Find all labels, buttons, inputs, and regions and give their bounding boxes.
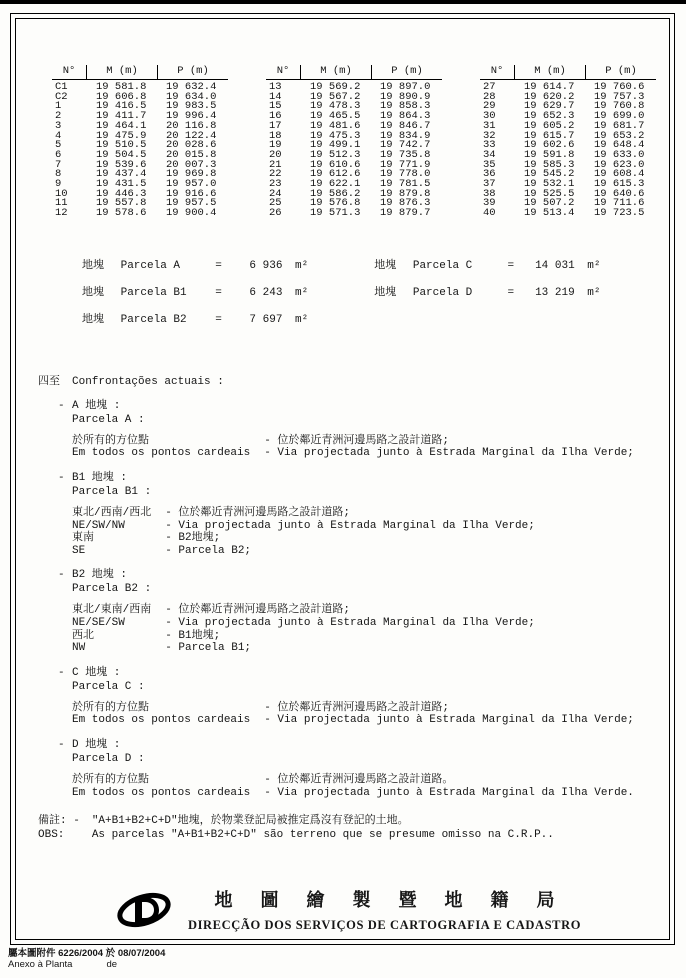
m-coordinate: 19 507.2	[524, 197, 575, 210]
point-number: 40	[483, 207, 496, 220]
p-coordinate: 19 781.5	[380, 178, 431, 191]
p-coordinate: 20 007.3	[166, 158, 217, 171]
point-number: 38	[483, 187, 496, 200]
equals-sign: =	[215, 259, 222, 272]
confrontation-line	[72, 702, 634, 715]
confrontation-line	[72, 630, 535, 643]
p-coordinate: 19 897.0	[380, 81, 431, 93]
point-number: 19	[269, 139, 282, 152]
parcel-area-item	[82, 307, 308, 334]
outer-border	[10, 13, 675, 945]
m-coordinate: 19 591.8	[524, 148, 575, 161]
parcel-area-item	[374, 253, 600, 280]
confrontation-description: - 位於鄰近青洲河邊馬路之設計道路;	[264, 701, 450, 714]
p-coordinate: 19 864.3	[380, 110, 431, 123]
point-number: 10	[55, 187, 68, 200]
confrontation-line	[72, 774, 634, 787]
parcel-name: Parcela A	[120, 259, 181, 272]
p-coordinate: 19 634.0	[166, 90, 217, 103]
block-heading-zh: B2 地塊 :	[72, 569, 128, 582]
p-coordinate: 19 760.8	[594, 100, 645, 113]
p-coordinate: 20 015.8	[166, 148, 217, 161]
p-coordinate: 19 996.4	[166, 110, 217, 123]
block-heading-pt: Parcela D :	[72, 752, 145, 765]
confrontation-description: - Via projectada junto à Estrada Marginal da Ilha Verde.	[264, 786, 634, 799]
confrontation-lines	[72, 702, 634, 727]
confrontation-description: - 位於鄰近青洲河邊馬路之設計道路。	[264, 773, 454, 786]
agency-footer	[38, 886, 659, 933]
parcel-area-value: 7 697	[249, 313, 283, 326]
table-header	[480, 65, 656, 80]
parcel-areas-section	[82, 253, 659, 334]
m-coordinate: 19 615.7	[524, 129, 575, 142]
confrontation-line	[72, 714, 634, 727]
p-coordinate: 19 681.7	[594, 119, 645, 132]
parcel-area-value: 6 243	[249, 286, 283, 299]
table-row	[52, 209, 228, 219]
confrontation-block	[58, 569, 659, 654]
m-coordinate: 19 585.3	[524, 158, 575, 171]
confrontation-line	[72, 507, 535, 520]
block-heading-pt: Parcela B2 :	[72, 583, 152, 596]
m-coordinate: 19 622.1	[310, 178, 361, 191]
point-number: 4	[55, 129, 62, 142]
agency-name-pt: DIRECÇÃO DOS SERVIÇOS DE CARTOGRAFIA E CADASTRO	[187, 918, 582, 933]
header-point-number: N°	[490, 65, 504, 77]
parcel-area-unit: m²	[587, 259, 601, 272]
header-point-number: N°	[62, 65, 76, 77]
point-number: 3	[55, 119, 62, 132]
confrontation-lines	[72, 604, 535, 654]
point-number: 37	[483, 178, 496, 191]
p-coordinate: 19 778.0	[380, 168, 431, 181]
confrontations-title	[38, 372, 659, 388]
block-heading-zh: A 地塊 :	[72, 399, 121, 412]
m-coordinate: 19 581.8	[96, 81, 147, 93]
parcel-area-unit: m²	[295, 313, 309, 326]
confrontation-line	[72, 447, 634, 460]
confrontation-direction: Em todos os pontos cardeais	[72, 786, 251, 799]
p-coordinate: 19 723.5	[594, 207, 645, 220]
m-coordinate: 19 513.4	[524, 207, 575, 220]
m-coordinate: 19 539.6	[96, 158, 147, 171]
m-coordinate: 19 475.3	[310, 129, 361, 142]
confrontation-block-heading	[58, 472, 659, 485]
annex-annotation-zh: 屬本圖附件 6226/2004 於 08/07/2004	[8, 948, 166, 959]
p-coordinate: 19 834.9	[380, 129, 431, 142]
table-body	[52, 80, 228, 219]
inner-border	[15, 18, 670, 940]
confrontation-direction: 於所有的方位點	[72, 773, 149, 786]
note-label: OBS:	[38, 828, 65, 841]
p-coordinate: 20 122.4	[166, 129, 217, 142]
point-number: 29	[483, 100, 496, 113]
m-coordinate: 19 512.3	[310, 148, 361, 161]
m-coordinate: 19 576.8	[310, 197, 361, 210]
point-number: 35	[483, 158, 496, 171]
parcel-areas-column-right	[374, 253, 600, 334]
confrontation-lines	[72, 507, 535, 557]
parcel-zh-label: 地塊	[374, 286, 397, 299]
point-number: 6	[55, 148, 62, 161]
confrontation-line	[72, 617, 535, 630]
block-heading-zh: C 地塊 :	[72, 666, 121, 679]
point-number: 26	[269, 207, 282, 220]
parcel-area-unit: m²	[295, 259, 309, 272]
parcel-area-unit: m²	[295, 286, 309, 299]
confrontation-lines	[72, 774, 634, 799]
confrontation-description: - 位於鄰近青洲河邊馬路之設計道路;	[264, 434, 450, 447]
coordinate-table-group-2	[266, 65, 442, 219]
p-coordinate: 19 711.6	[594, 197, 645, 210]
table-body	[266, 80, 442, 219]
agency-names	[188, 886, 581, 933]
p-coordinate: 19 879.8	[380, 187, 431, 200]
point-number: 32	[483, 129, 496, 142]
m-coordinate: 19 481.6	[310, 119, 361, 132]
confrontation-description: - B1地塊;	[165, 629, 221, 642]
m-coordinate: 19 416.5	[96, 100, 147, 113]
confrontation-direction: 於所有的方位點	[72, 701, 149, 714]
equals-sign: =	[215, 313, 222, 326]
confrontation-block	[58, 472, 659, 557]
annex-pt-label: Anexo à Planta	[8, 958, 73, 970]
parcel-area-item	[82, 280, 308, 307]
confrontation-description: - Via projectada junto à Estrada Marginal da Ilha Verde;	[165, 617, 535, 629]
point-number: 7	[55, 158, 62, 171]
m-coordinate: 19 446.3	[96, 187, 147, 200]
p-coordinate: 19 957.5	[166, 197, 217, 210]
m-coordinate: 19 525.5	[524, 187, 575, 200]
confrontation-direction: 東北/西南/西北	[72, 507, 152, 520]
p-coordinate: 19 890.9	[380, 90, 431, 103]
parcel-zh-label: 地塊	[82, 259, 104, 272]
p-coordinate: 19 876.3	[380, 197, 431, 210]
parcel-areas-column-left	[82, 253, 308, 334]
confrontation-description: - Parcela B1;	[165, 642, 252, 655]
parcel-area-unit: m²	[587, 286, 601, 299]
p-coordinate: 19 699.0	[594, 110, 645, 123]
m-coordinate: 19 465.5	[310, 110, 361, 123]
confrontation-description: - Via projectada junto à Estrada Marginal da Ilha Verde;	[165, 519, 535, 532]
point-number: 9	[55, 178, 62, 191]
p-coordinate: 19 632.4	[166, 81, 217, 93]
table-row	[266, 209, 442, 219]
parcel-zh-label: 地塊	[374, 259, 397, 272]
point-number: 31	[483, 119, 496, 132]
point-number: 17	[269, 119, 282, 132]
table-header	[266, 65, 442, 80]
p-coordinate: 19 648.4	[594, 139, 645, 152]
point-number: 1	[55, 100, 62, 113]
confrontation-line	[72, 787, 634, 800]
table-body	[480, 80, 656, 219]
p-coordinate: 19 615.3	[594, 178, 645, 191]
m-coordinate: 19 437.4	[96, 168, 147, 181]
table-header	[52, 65, 228, 80]
p-coordinate: 19 846.7	[380, 119, 431, 132]
parcel-area-item	[374, 280, 600, 307]
bullet-dash: -	[58, 738, 65, 751]
scan-top-edge	[0, 0, 686, 4]
confrontation-block-heading	[58, 739, 659, 752]
bullet-dash: -	[58, 569, 65, 582]
confrontations-section	[38, 372, 659, 842]
point-number: 27	[483, 81, 496, 93]
p-coordinate: 19 771.9	[380, 158, 431, 171]
bullet-dash: -	[58, 472, 65, 485]
p-coordinate: 20 028.6	[166, 139, 217, 152]
note-row	[38, 829, 554, 843]
block-heading-zh: D 地塊 :	[72, 738, 121, 751]
p-coordinate: 19 858.3	[380, 100, 431, 113]
m-coordinate: 19 606.8	[96, 90, 147, 103]
point-number: 21	[269, 158, 282, 171]
p-coordinate: 19 957.0	[166, 178, 217, 191]
confrontations-title-pt: Confrontações actuais :	[72, 375, 224, 388]
annex-de-label: de	[106, 958, 118, 970]
m-coordinate: 19 652.3	[524, 110, 575, 123]
note-text: "A+B1+B2+C+D"地塊，於物業登記局被推定爲沒有登記的土地。	[91, 815, 409, 828]
confrontation-description: - 位於鄰近青洲河邊馬路之設計道路;	[165, 507, 351, 520]
p-coordinate: 19 735.8	[380, 148, 431, 161]
m-coordinate: 19 602.6	[524, 139, 575, 152]
m-coordinate: 19 614.7	[524, 81, 575, 93]
confrontation-line	[72, 642, 535, 655]
confrontation-description: - 位於鄰近青洲河邊馬路之設計道路;	[165, 604, 351, 617]
block-heading-pt: Parcela A :	[72, 413, 145, 426]
point-number: 16	[269, 110, 282, 123]
m-coordinate: 19 557.8	[96, 197, 147, 210]
block-heading-pt: Parcela C :	[72, 680, 145, 693]
parcel-area-value: 14 031	[535, 259, 575, 272]
confrontation-line	[72, 545, 535, 558]
m-coordinate: 19 478.3	[310, 100, 361, 113]
parcel-area-item	[82, 253, 308, 280]
p-coordinate: 19 640.6	[594, 187, 645, 200]
m-coordinate: 19 612.6	[310, 168, 361, 181]
m-coordinate: 19 504.5	[96, 148, 147, 161]
parcel-name: Parcela C	[412, 259, 473, 272]
point-number: 15	[269, 100, 282, 113]
confrontation-direction: NW	[72, 642, 86, 655]
m-coordinate: 19 510.5	[96, 139, 147, 152]
header-m: M (m)	[86, 65, 157, 79]
confrontation-description: - Parcela B2;	[165, 544, 252, 557]
m-coordinate: 19 620.2	[524, 90, 575, 103]
header-p: P (m)	[371, 65, 442, 79]
parcel-name: Parcela B2	[120, 313, 187, 326]
header-p: P (m)	[157, 65, 228, 79]
confrontation-description: - Via projectada junto à Estrada Marginal da Ilha Verde;	[264, 714, 634, 727]
point-number: 13	[269, 81, 282, 93]
note-row	[38, 815, 554, 829]
confrontation-line	[72, 604, 535, 617]
parcel-area-value: 6 936	[249, 259, 283, 272]
m-coordinate: 19 605.2	[524, 119, 575, 132]
p-coordinate: 19 969.8	[166, 168, 217, 181]
p-coordinate: 19 983.5	[166, 100, 217, 113]
point-number: 5	[55, 139, 62, 152]
m-coordinate: 19 569.2	[310, 81, 361, 93]
equals-sign: =	[507, 286, 515, 299]
bullet-dash: -	[58, 399, 65, 412]
header-point-number: N°	[276, 65, 290, 77]
point-number: C2	[55, 90, 68, 103]
dscc-logo-icon	[116, 889, 172, 931]
m-coordinate: 19 571.3	[310, 207, 361, 220]
annex-annotation	[8, 949, 165, 970]
confrontation-direction: 東南	[72, 532, 94, 545]
point-number: 36	[483, 168, 496, 181]
confrontation-block	[58, 739, 659, 799]
point-number: C1	[55, 81, 68, 93]
table-row	[480, 209, 656, 219]
note-label: 備註: -	[38, 815, 80, 828]
m-coordinate: 19 578.6	[96, 207, 147, 220]
p-coordinate: 19 653.2	[594, 129, 645, 142]
notes	[38, 815, 554, 842]
confrontation-line	[72, 532, 535, 545]
equals-sign: =	[215, 286, 222, 299]
point-number: 23	[269, 178, 282, 191]
agency-name-zh: 地圖繪製暨地籍局	[214, 890, 583, 911]
point-number: 28	[483, 90, 496, 103]
coordinate-table-group-3	[480, 65, 656, 219]
confrontation-lines	[72, 435, 634, 460]
m-coordinate: 19 464.1	[96, 119, 147, 132]
point-number: 14	[269, 90, 282, 103]
confrontation-block	[58, 400, 659, 460]
header-m: M (m)	[300, 65, 371, 79]
confrontation-direction: NE/SE/SW	[72, 617, 125, 629]
point-number: 39	[483, 197, 496, 210]
m-coordinate: 19 532.1	[524, 178, 575, 191]
header-m: M (m)	[514, 65, 585, 79]
p-coordinate: 19 757.3	[594, 90, 645, 103]
confrontation-block-heading	[58, 569, 659, 582]
point-number: 30	[483, 110, 496, 123]
point-number: 2	[55, 110, 62, 123]
confrontation-block-heading	[58, 400, 659, 413]
m-coordinate: 19 545.2	[524, 168, 575, 181]
note-text: As parcelas "A+B1+B2+C+D" são terreno que se presume omisso na C.R.P..	[91, 828, 554, 841]
bullet-dash: -	[58, 666, 65, 679]
confrontation-block	[58, 667, 659, 727]
p-coordinate: 19 760.6	[594, 81, 645, 93]
point-number: 34	[483, 148, 496, 161]
confrontation-line	[72, 435, 634, 448]
m-coordinate: 19 411.7	[96, 110, 147, 123]
point-number: 22	[269, 168, 282, 181]
p-coordinate: 19 900.4	[166, 207, 217, 220]
m-coordinate: 19 610.6	[310, 158, 361, 171]
block-heading-pt: Parcela B1 :	[72, 486, 152, 499]
confrontation-direction: SE	[72, 544, 86, 557]
parcel-zh-label: 地塊	[82, 313, 104, 326]
point-number: 18	[269, 129, 282, 142]
confrontation-direction: 西北	[72, 629, 94, 642]
confrontation-direction: NE/SW/NW	[72, 519, 125, 532]
confrontation-direction: Em todos os pontos cardeais	[72, 447, 251, 460]
parcel-name: Parcela B1	[120, 286, 187, 299]
confrontation-direction: 於所有的方位點	[72, 434, 149, 447]
confrontation-line	[72, 520, 535, 533]
p-coordinate: 19 623.0	[594, 158, 645, 171]
m-coordinate: 19 629.7	[524, 100, 575, 113]
equals-sign: =	[507, 259, 515, 272]
m-coordinate: 19 586.2	[310, 187, 361, 200]
parcel-area-value: 13 219	[535, 286, 575, 299]
annex-annotation-pt	[8, 960, 165, 971]
confrontation-direction: 東北/東南/西南	[72, 604, 152, 617]
confrontation-direction: Em todos os pontos cardeais	[72, 714, 251, 727]
confrontations-title-zh: 四至	[38, 375, 60, 388]
point-number: 25	[269, 197, 282, 210]
p-coordinate: 19 742.7	[380, 139, 431, 152]
point-number: 20	[269, 148, 282, 161]
confrontation-description: - B2地塊;	[165, 532, 221, 545]
p-coordinate: 19 608.4	[594, 168, 645, 181]
point-number: 33	[483, 139, 496, 152]
p-coordinate: 19 916.6	[166, 187, 217, 200]
confrontation-description: - Via projectada junto à Estrada Marginal da Ilha Verde;	[264, 447, 634, 460]
parcel-zh-label: 地塊	[82, 286, 104, 299]
m-coordinate: 19 431.5	[96, 178, 147, 191]
point-number: 24	[269, 187, 282, 200]
point-number: 11	[55, 197, 68, 210]
coordinate-table	[52, 65, 659, 219]
confrontation-blocks	[38, 400, 659, 799]
m-coordinate: 19 567.2	[310, 90, 361, 103]
block-heading-zh: B1 地塊 :	[72, 472, 128, 485]
m-coordinate: 19 475.9	[96, 129, 147, 142]
p-coordinate: 20 116.8	[166, 119, 217, 132]
coordinate-table-group-1	[52, 65, 228, 219]
p-coordinate: 19 879.7	[380, 207, 431, 220]
point-number: 12	[55, 207, 68, 220]
parcel-name: Parcela D	[412, 286, 473, 299]
point-number: 8	[55, 168, 62, 181]
p-coordinate: 19 633.0	[594, 148, 645, 161]
header-p: P (m)	[585, 65, 656, 79]
m-coordinate: 19 499.1	[310, 139, 361, 152]
confrontation-block-heading	[58, 667, 659, 680]
